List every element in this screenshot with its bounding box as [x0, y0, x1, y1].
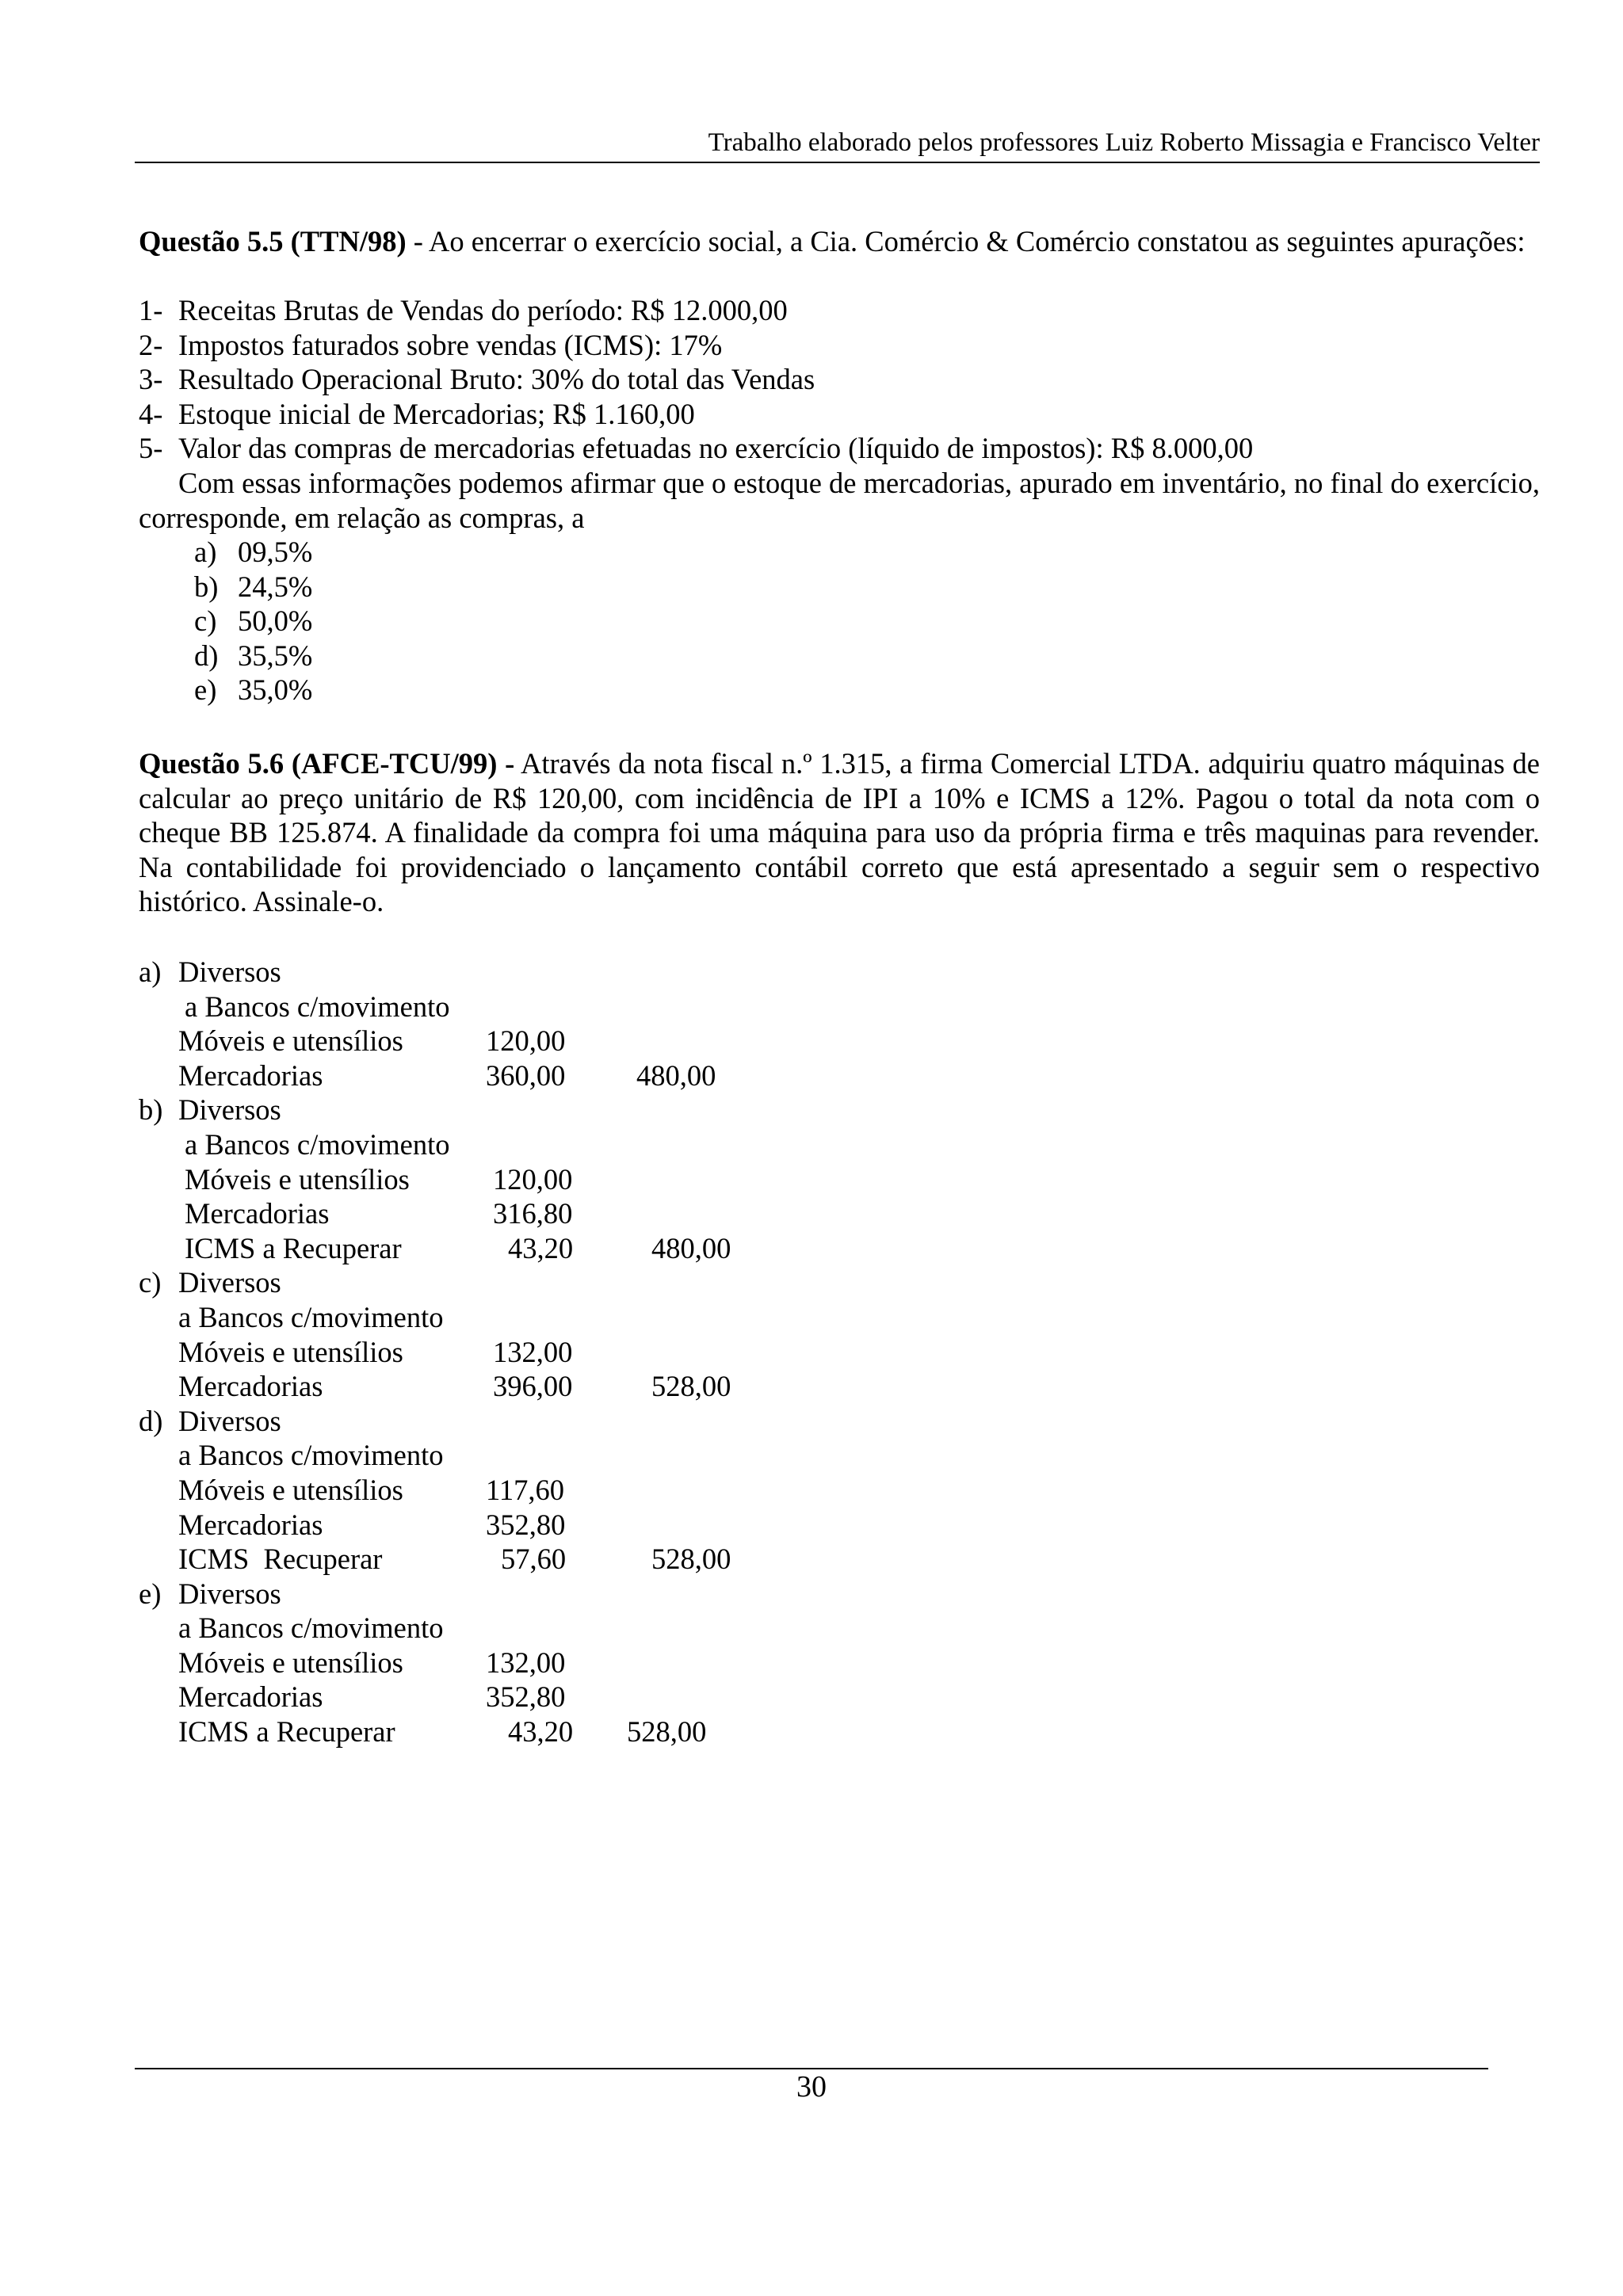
list-item: 2- Impostos faturados sobre vendas (ICMS): 17% — [139, 328, 723, 361]
question-5-5-options — [139, 535, 1540, 707]
running-header: Trabalho elaborado pelos professores Luiz Roberto Missagia e Francisco Velter — [708, 128, 1540, 157]
header-rule — [135, 162, 1540, 163]
answer-option[interactable]: a) 09,5% — [194, 536, 313, 568]
list-item: 1- Receitas Brutas de Vendas do período: R$ 12.000,00 — [139, 294, 788, 326]
question-5-5-statement: Com essas informações podemos afirmar que o estoque de mercadorias, apurado em inventário, no final do exercício, corresponde, em relação as compras, a — [139, 467, 1540, 534]
answer-option[interactable]: e) 35,0% — [194, 673, 313, 706]
question-5-5-title: Questão 5.5 (TTN/98) — [139, 225, 407, 257]
question-5-5-items — [139, 293, 1540, 466]
list-item: 4- Estoque inicial de Mercadorias; R$ 1.160,00 — [139, 397, 695, 430]
question-5-6-text: Através da nota fiscal n.º 1.315, a firma Comercial LTDA. adquiriu quatro máquinas de calcular ao preço unitário de R$ 120,00, com incidência de IPI a 10% e ICMS a 12%. Pagou o total da nota com o cheque BB 125.874. A finalidade da compra foi uma máquina para uso da própria firma e três maquinas para revender. Na contabilidade foi providenciado o lançamento contábil correto que está apresentado a seguir sem o respectivo histórico. Assinale-o. — [139, 747, 1540, 917]
question-5-6-intro — [139, 746, 1540, 919]
answer-option[interactable]: d) 35,5% — [194, 639, 313, 672]
answer-option[interactable]: c) 50,0% — [194, 605, 313, 637]
answer-option[interactable]: b) 24,5% — [194, 570, 313, 603]
list-item: 3- Resultado Operacional Bruto: 30% do total das Vendas — [139, 363, 815, 395]
question-5-5-intro — [139, 224, 1540, 259]
page-number: 30 — [796, 2070, 827, 2103]
list-item: 5- Valor das compras de mercadorias efetuadas no exercício (líquido de impostos): R$ 8.000,00 — [139, 432, 1254, 464]
question-5-5-text: - Ao encerrar o exercício social, a Cia. Comércio & Comércio constatou as seguintes apurações: — [406, 225, 1526, 257]
question-5-6-title: Questão 5.6 (AFCE-TCU/99) - — [139, 747, 515, 780]
document-page: Trabalho elaborado pelos professores Luiz Roberto Missagia e Francisco Velter Questão 5.5 (TTN/98) - Ao encerrar o exercício social, a Cia. Comércio & Comércio constatou as seguintes apurações: 1- Receitas Brutas de Vendas do período: R$ 12.000,00 2- Impostos faturados sobre vendas (ICMS): 17% 3- Resultado Operacional Bruto: 30% do total das Vendas 4- Estoque inicial de Mercadorias; R$ 1.160,00 5- Valor das compras de mercadorias efetuadas no exercício (líquido de impostos): R$ 8.000,00 Com essas informações podemos afirmar que o estoque de mercadorias, apurado em inventário, no final do exercício, corresponde, em relação as compras, a a) 09,5% b) 24,5% c) 50,0% d) 35,5% e) 35,0% Questão 5.6 (AFCE-TCU/99) - Através da nota fiscal n.º 1.315, a firma Comercial LTDA. adquiriu quatro máquinas de calcular ao preço unitário de R$ 120,00, com incidência de IPI a 10% e ICMS a 12%. Pagou o total da nota com o cheque BB 125.874. A finalidade da compra foi uma máquina para uso da própria firma e três maquinas para revender. Na contabilidade foi providenciado o lançamento contábil correto que está apresentado a seguir sem o respectivo histórico. Assinale-o. a) Diversos a Bancos c/movimento Móveis e utensílios 120,00 Mercadorias 360,00 480,00 b) Diversos a Bancos c/movimento Móveis e utensílios 120,00 Mercadorias 316,80 ICMS a Recuperar 43,20 480,00 c) Diversos a Bancos c/movimento Móveis e utensílios 132,00 Mercadorias 396,00 528,00 d) Diversos a Bancos c/movimento Móveis e utensílios 117,60 Mercadorias 352,80 ICMS Recuperar 57,60 528,00 e) Diversos a Bancos c/movimento Móveis e utensílios 132,00 Mercadorias 352,80 ICMS a Recuperar 43,20 528,00 30 — [0, 0, 1623, 2296]
